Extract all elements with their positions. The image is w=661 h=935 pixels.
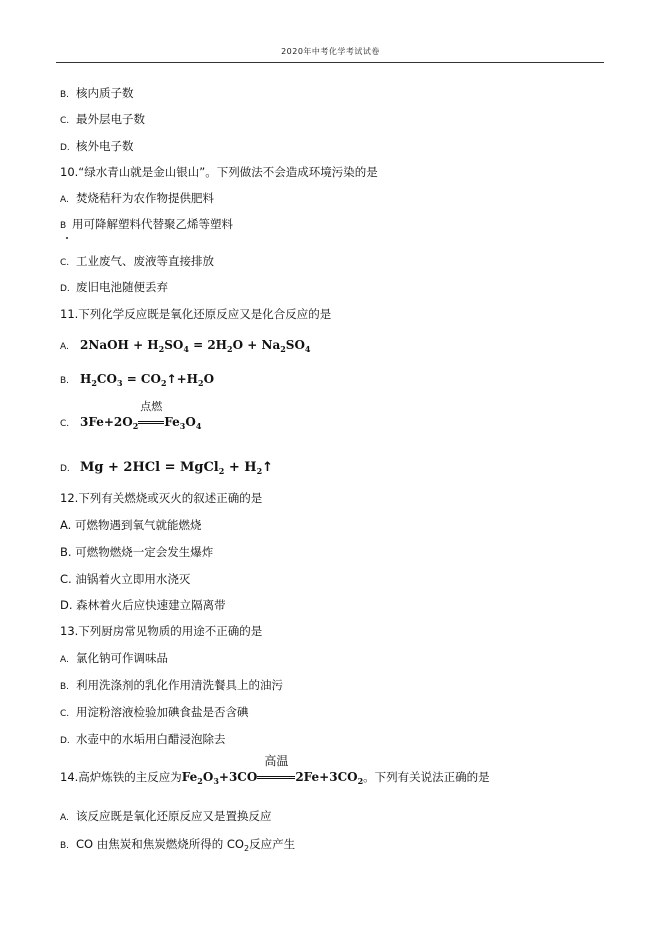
option-label: A.: [60, 813, 69, 823]
condition-text: 点燃: [140, 400, 163, 413]
header-rule: [56, 62, 604, 63]
option-label: C.: [60, 709, 70, 719]
q13-stem: 13.下列厨房常见物质的用途不正确的是: [60, 624, 263, 638]
q12-option-d: D. 森林着火后应快速建立隔离带: [60, 598, 226, 612]
q11-option-b: [60, 371, 214, 389]
option-label: D.: [60, 284, 70, 294]
option-label: A.: [60, 342, 69, 352]
option-text: 水壶中的水垢用白醋浸泡除去: [76, 732, 226, 746]
option-text: 焚烧秸秆为农作物提供肥料: [76, 191, 214, 205]
option-label: C.: [60, 258, 70, 268]
stray-dot: [66, 237, 68, 239]
equation-a: 2NaOH + $H_2SO_4 = 2H_2O + Na_2SO_4$: [80, 338, 311, 354]
option-text: 核外电子数: [76, 139, 134, 153]
q10-option-a: [60, 190, 214, 208]
option-text: CO 由焦炭和焦炭燃烧所得的 CO: [76, 837, 244, 851]
equation-b: $H_2CO_3$ = $CO_2↑+H_2O$: [80, 372, 215, 388]
option-label: C.: [60, 419, 70, 429]
q9-option-c: [60, 111, 145, 129]
q12-option-c: C. 油锅着火立即用水浇灭: [60, 572, 191, 586]
q10-option-d: [60, 279, 168, 297]
option-label: A.: [60, 655, 69, 665]
q12-stem: 12.下列有关燃烧或灭火的叙述正确的是: [60, 491, 263, 505]
q14-stem: [60, 754, 490, 786]
option-label: D.: [60, 736, 70, 746]
equation-d: Mg + 2HCl = MgCl$_2$ + $H_2↑$: [80, 460, 274, 476]
option-text: 用淀粉溶液检验加碘食盐是否含碘: [76, 705, 249, 719]
q10-option-c: [60, 253, 214, 271]
q13-option-d: [60, 731, 226, 749]
gas-arrow-icon: ↑: [262, 460, 274, 475]
option-tail: 反应产生: [249, 837, 296, 851]
option-label: D.: [60, 143, 70, 153]
option-text: 用可降解塑料代替聚乙烯等塑料: [72, 217, 233, 231]
reaction-condition: [257, 754, 295, 785]
option-label: A.: [60, 195, 69, 205]
page-header: 2020年中考化学考试试卷: [281, 47, 380, 56]
q11-stem: 11.下列化学反应既是氧化还原反应又是化合反应的是: [60, 307, 332, 321]
condition-text: 高温: [264, 754, 289, 768]
option-label: B.: [60, 682, 70, 692]
option-label: B: [60, 221, 67, 231]
q9-option-b: [60, 85, 134, 103]
equation-q14: $Fe_2O_3+3CO$ 高温 $2Fe+3CO_2$: [181, 754, 364, 786]
option-label: B.: [60, 376, 70, 386]
option-text: 最外层电子数: [76, 112, 145, 126]
q14-option-a: [60, 808, 272, 826]
gas-arrow-icon: ↑: [166, 372, 177, 386]
q10-option-b: [60, 216, 233, 234]
q14-option-b: [60, 836, 295, 854]
option-text: 废旧电池随便丢弃: [76, 280, 168, 294]
q11-option-c: [60, 400, 202, 432]
subscript: 2: [243, 844, 250, 853]
option-label: B.: [60, 90, 70, 100]
q14-suffix: 。下列有关说法正确的是: [363, 770, 490, 784]
option-label: C.: [60, 116, 70, 126]
q13-option-c: [60, 704, 249, 722]
reaction-condition: [138, 400, 164, 430]
q14-prefix: 14.高炉炼铁的主反应为: [60, 770, 182, 784]
q11-option-d: [60, 459, 273, 477]
q12-option-b: B. 可燃物燃烧一定会发生爆炸: [60, 545, 214, 559]
q10-stem: 10.“绿水青山就是金山银山”。下列做法不会造成环境污染的是: [60, 165, 378, 179]
equals-bar: [138, 421, 164, 424]
q13-option-b: [60, 677, 283, 695]
option-text: 利用洗涤剂的乳化作用清洗餐具上的油污: [76, 678, 283, 692]
q11-option-a: [60, 337, 311, 355]
option-text: 该反应既是氧化还原反应又是置换反应: [76, 809, 272, 823]
option-label: D.: [60, 464, 70, 474]
option-text: 工业废气、废液等直接排放: [76, 254, 214, 268]
equation-c: $3Fe+2O_2$ 点燃 $Fe_3O_4$: [80, 400, 202, 431]
q9-option-d: [60, 138, 134, 156]
option-text: 核内质子数: [76, 86, 134, 100]
option-text: 氯化钠可作调味品: [76, 651, 168, 665]
q13-option-a: [60, 650, 168, 668]
equals-bar: [257, 776, 295, 779]
option-label: B.: [60, 841, 70, 851]
q12-option-a: A. 可燃物遇到氧气就能燃烧: [60, 518, 202, 532]
